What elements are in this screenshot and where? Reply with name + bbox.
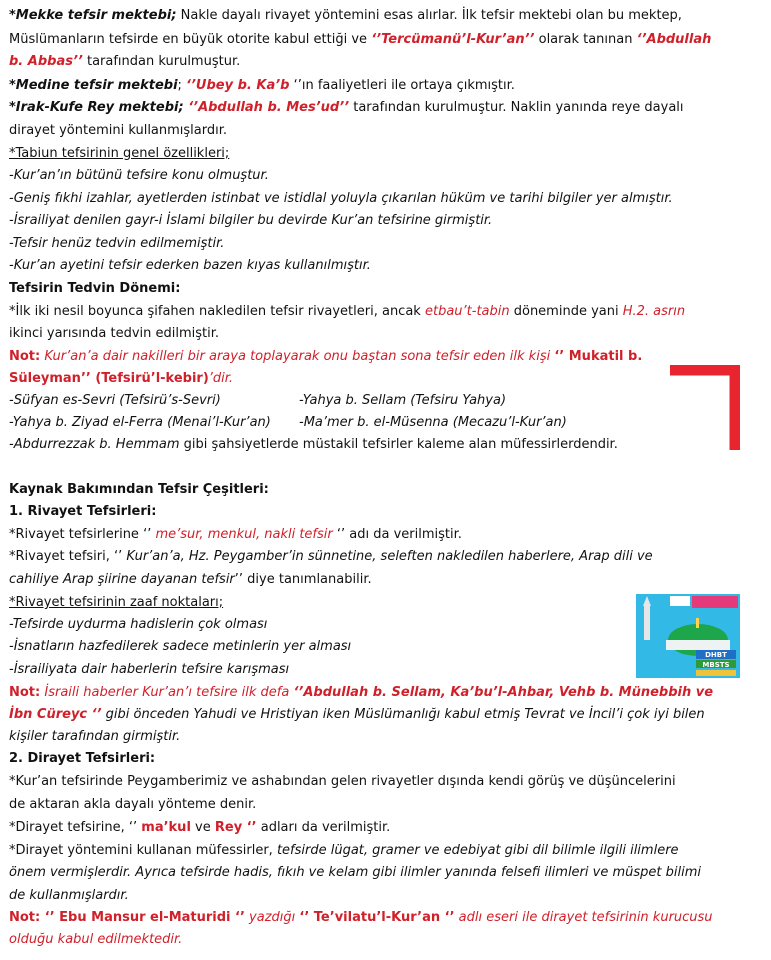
rivayet-line-3: cahiliye Arap şiirine dayanan tefsir’’ diye tanımlanabilir. [9,572,372,587]
tedvin-note-1: Not: Kur’an’a dair nakilleri bir araya toplayarak onu baştan sona tefsir eden ilk kişi ‘’ Mukatil b. [9,349,643,364]
dirayet-line-1: *Kur’an tefsirinde Peygamberimiz ve ashabından gelen rivayetler dışında kendi görüş ve düşüncelerini [9,774,676,789]
zaaf-item-1: -Tefsirde uydurma hadislerin çok olması [9,617,268,632]
zaaf-item-3: -İsrailiyata dair haberlerin tefsire karışması [9,662,290,677]
dirayet-heading: 2. Dirayet Tefsirleri: [9,751,156,766]
scholar-row-3: -Abdurrezzak b. Hemmam gibi şahsiyetlerde müstakil tefsirler kaleme alan müfessirlerdendir. [9,437,618,452]
israili-note-2: İbn Cüreyc ‘’ gibi önceden Yahudi ve Hristiyan iken Müslümanlığı kabul etmiş Tevrat ve İncil’i çok iyi bilen [9,707,705,722]
red-bracket-decoration [670,365,740,450]
scholar-row-2: -Yahya b. Ziyad el-Ferra (Menai’l-Kur’an) -Ma’mer b. el-Müsenna (Mecazu’l-Kur’an) [9,415,567,430]
tabiun-heading: *Tabiun tefsirinin genel özellikleri; [9,146,230,161]
tabiun-item-1: -Kur’an’ın bütünü tefsire konu olmuştur. [9,168,269,183]
tedvin-note-2: Süleyman’’ (Tefsirü’l-kebir)’dir. [9,371,234,386]
svg-text:DHBT: DHBT [705,651,727,659]
medine-line: *Medine tefsir mektebi; ‘’Ubey b. Ka’b ‘’ın faaliyetleri ile ortaya çıkmıştır. [9,78,515,93]
dirayet-line-5: önem vermişlerdir. Ayrıca tefsirde hadis, fıkıh ve kelam gibi ilimler yanında felsefi ilimleri ve müspet bilimi [9,865,701,880]
tedvin-line-1: *İlk iki nesil boyunca şifahen nakledilen tefsir rivayetleri, ancak etbau’t-tabin döneminde yani H.2. asrın [9,304,686,319]
rivayet-line-1: *Rivayet tefsirlerine ‘’ me’sur, menkul, nakli tefsir ‘’ adı da verilmiştir. [9,527,462,542]
tabiun-item-2: -Geniş fıkhi izahlar, ayetlerden istinbat ve istidlal yoluyla çıkarılan hüküm ve tarihi bilgiler yer almıştır. [9,191,673,206]
tedvin-title: Tefsirin Tedvin Dönemi: [9,281,181,296]
mekke-line-3: b. Abbas’’ tarafından kurulmuştur. [9,54,241,69]
tabiun-item-3: -İsrailiyat denilen gayr-i İslami bilgiler bu devirde Kur’an tefsirine girmiştir. [9,213,493,228]
zaaf-heading: *Rivayet tefsirinin zaaf noktaları; [9,595,224,610]
rivayet-heading: 1. Rivayet Tefsirleri: [9,504,157,519]
israili-note-3: kişiler tarafından girmiştir. [9,729,181,744]
tedvin-line-2: ikinci yarısında tedvin edilmiştir. [9,326,220,341]
tabiun-item-5: -Kur’an ayetini tefsir ederken bazen kıyas kullanılmıştır. [9,258,371,273]
dirayet-line-2: de aktaran akla dayalı yönteme denir. [9,797,257,812]
zaaf-item-2: -İsnatların hazfedilerek sadece metinlerin yer alması [9,639,352,654]
israili-note-1: Not: İsraili haberler Kur’an’ı tefsire ilk defa ‘’Abdullah b. Sellam, Ka’bu’l-Ahbar, Vehb b. Münebbih ve [9,685,714,700]
dirayet-line-6: de kullanmışlardır. [9,888,129,903]
rivayet-line-2: *Rivayet tefsiri, ‘’ Kur’an’a, Hz. Peygamber’in sünnetine, seleften nakledilen haberlere, Arap dili ve [9,549,653,564]
irak-line-2: dirayet yöntemini kullanmışlardır. [9,123,228,138]
irak-line-1: *Irak-Kufe Rey mektebi; ‘’Abdullah b. Mes’ud’’ tarafından kurulmuştur. Naklin yanında reye dayalı [9,100,684,115]
kaynak-title: Kaynak Bakımından Tefsir Çeşitleri: [9,482,269,497]
svg-text:MBSTS: MBSTS [702,661,730,669]
tabiun-item-4: -Tefsir henüz tedvin edilmemiştir. [9,236,225,251]
maturidi-note-1: Not: ‘’ Ebu Mansur el-Maturidi ‘’ yazdığı ‘’ Te’vilatu’l-Kur’an ‘’ adlı eseri ile dirayet tefsirinin kurucusu [9,910,713,925]
dirayet-line-4: *Dirayet yöntemini kullanan müfessirler, tefsirde lügat, gramer ve edebiyat gibi dil bilimle ilgili ilimlere [9,843,679,858]
scholar-row-1: -Süfyan es-Sevri (Tefsirü’s-Sevri) -Yahya b. Sellam (Tefsiru Yahya) [9,393,507,408]
maturidi-note-2: olduğu kabul edilmektedir. [9,932,183,947]
mekke-line-1: *Mekke tefsir mektebi; Nakle dayalı rivayet yöntemini esas alırlar. İlk tefsir mektebi olan bu mektep, [9,8,682,23]
mekke-line-2: Müslümanların tefsirde en büyük otorite kabul ettiği ve ‘’Tercümanü’l-Kur’an’’ olarak tanınan ‘’Abdullah [9,32,712,47]
dhbt-mbsts-logo [636,594,740,678]
dirayet-line-3: *Dirayet tefsirine, ‘’ ma’kul ve Rey ‘’ adları da verilmiştir. [9,820,391,835]
